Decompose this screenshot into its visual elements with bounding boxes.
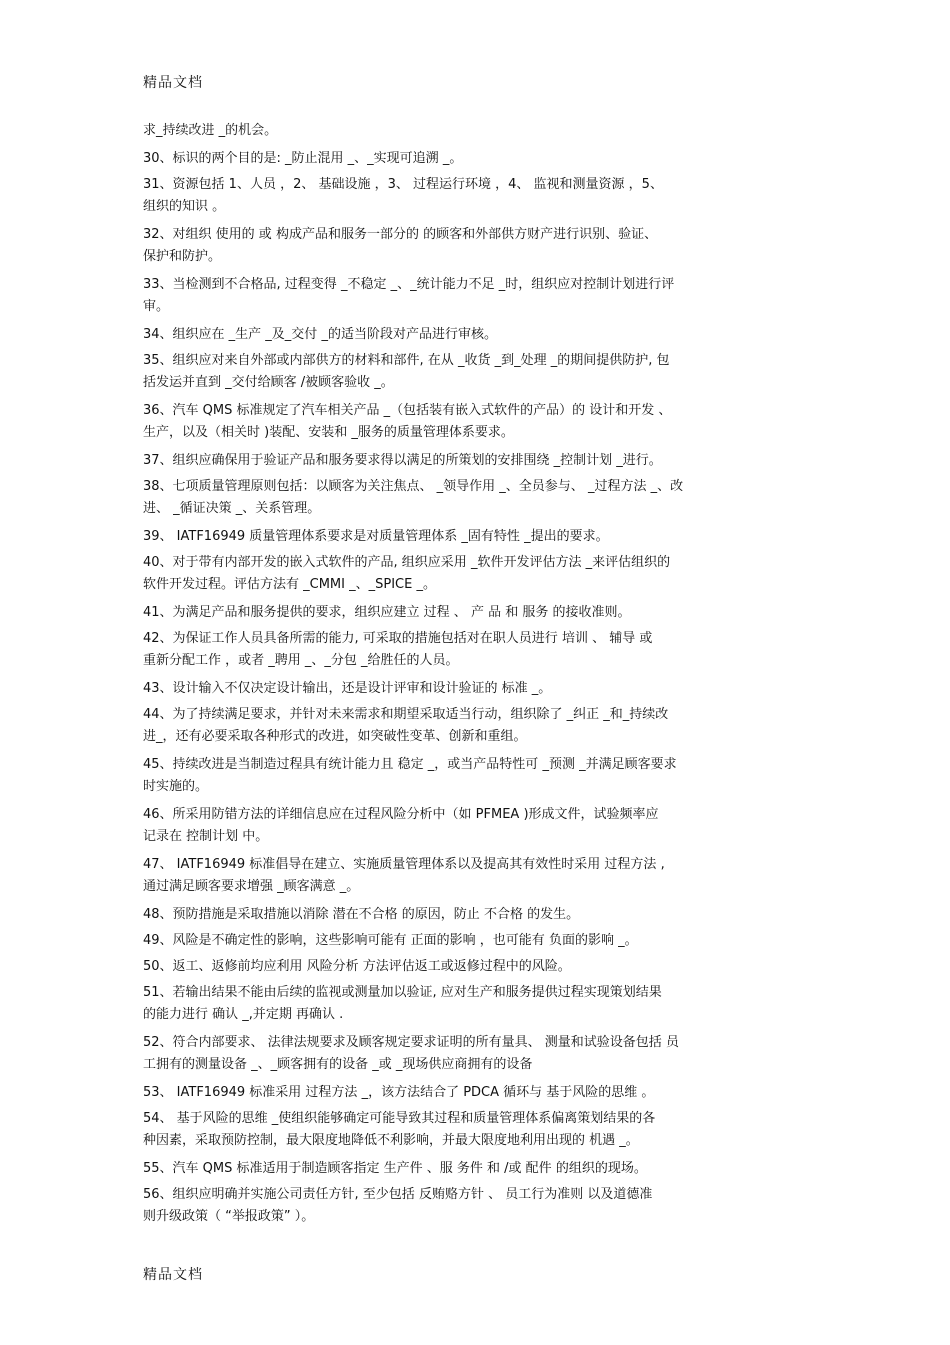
text-line: 39、 IATF16949 质量管理体系要求是对质量管理体系 _固有特性 _提出的要求。 <box>143 529 609 544</box>
text-line: 47、 IATF16949 标准倡导在建立、实施质量管理体系以及提高其有效性时采用 过程方法 , <box>143 857 665 872</box>
text-line: 工拥有的测量设备 _、_顾客拥有的设备 _或 _现场供应商拥有的设备 <box>143 1057 533 1072</box>
text-line: 36、汽车 QMS 标准规定了汽车相关产品 _（包括装有嵌入式软件的产品）的 设计和开发 、 <box>143 403 672 418</box>
text-line: 组织的知识 。 <box>143 199 226 214</box>
text-line: 30、标识的两个目的是: _防止混用 _、_实现可追溯 _。 <box>143 151 463 166</box>
text-line: 49、风险是不确定性的影响，这些影响可能有 正面的影响 ，也可能有 负面的影响 _。 <box>143 933 638 948</box>
text-line: 时实施的。 <box>143 779 209 794</box>
text-line: 的能力进行 确认 _,并定期 再确认 . <box>143 1007 344 1022</box>
text-line: 括发运并直到 _交付给顾客 /被顾客验收 _。 <box>143 375 394 390</box>
page-header: 精品文档 <box>143 75 203 91</box>
text-line: 51、若输出结果不能由后续的监视或测量加以验证, 应对生产和服务提供过程实现策划结果 <box>143 985 662 1000</box>
text-line: 35、组织应对来自外部或内部供方的材料和部件, 在从 _收货 _到_处理 _的期间提供防护, 包 <box>143 353 670 368</box>
text-line: 55、汽车 QMS 标准适用于制造顾客指定 生产件 、服 务件 和 /或 配件 的组织的现场。 <box>143 1161 647 1176</box>
text-line: 54、 基于风险的思维 _使组织能够确定可能导致其过程和质量管理体系偏离策划结果的各 <box>143 1111 656 1126</box>
text-line: 进、 _循证决策 _、关系管理。 <box>143 501 321 516</box>
text-line: 56、组织应明确并实施公司责任方针, 至少包括 反贿赂方针 、 员工行为准则 以及道德准 <box>143 1187 653 1202</box>
text-line: 34、组织应在 _生产 _及_交付 _的适当阶段对产品进行审核。 <box>143 327 497 342</box>
text-line: 52、符合内部要求、 法律法规要求及顾客规定要求证明的所有量具、 测量和试验设备包括 员 <box>143 1035 679 1050</box>
text-line: 31、资源包括 1、人员 ，2、 基础设施 ，3、 过程运行环境 ，4、 监视和测量资源 ，5、 <box>143 177 663 192</box>
text-line: 种因素，采取预防控制，最大限度地降低不利影响，并最大限度地利用出现的 机遇 _。 <box>143 1133 639 1148</box>
text-line: 42、为保证工作人员具备所需的能力, 可采取的措施包括对在职人员进行 培训 、 辅导 或 <box>143 631 653 646</box>
text-line: 48、预防措施是采取措施以消除 潜在不合格 的原因，防止 不合格 的发生。 <box>143 907 580 922</box>
text-line: 则升级政策（ “举报政策” ）。 <box>143 1209 315 1224</box>
text-line: 32、对组织 使用的 或 构成产品和服务一部分的 的顾客和外部供方财产进行识别、验证、 <box>143 227 658 242</box>
text-line: 53、 IATF16949 标准采用 过程方法 _，该方法结合了 PDCA 循环与 基于风险的思维 。 <box>143 1085 655 1100</box>
text-line: 保护和防护。 <box>143 249 222 264</box>
text-line: 40、对于带有内部开发的嵌入式软件的产品, 组织应采用 _软件开发评估方法 _来评估组织的 <box>143 555 671 570</box>
page-footer: 精品文档 <box>143 1267 203 1283</box>
text-line: 38、七项质量管理原则包括：以顾客为关注焦点、 _领导作用 _、全员参与、 _过程方法 _、改 <box>143 479 684 494</box>
text-line: 求_持续改进 _的机会。 <box>143 123 278 138</box>
text-line: 软件开发过程。评估方法有 _CMMI _、_SPICE _。 <box>143 577 436 592</box>
text-line: 37、组织应确保用于验证产品和服务要求得以满足的所策划的安排围绕 _控制计划 _进行。 <box>143 453 662 468</box>
text-line: 生产，以及（相关时 )装配、安装和 _服务的质量管理体系要求。 <box>143 425 514 440</box>
text-line: 重新分配工作 ，或者 _聘用 _、_分包 _给胜任的人员。 <box>143 653 459 668</box>
text-line: 记录在 控制计划 中。 <box>143 829 269 844</box>
text-line: 44、为了持续满足要求，并针对未来需求和期望采取适当行动，组织除了 _纠正 _和_持续改 <box>143 707 669 722</box>
text-line: 进_，还有必要采取各种形式的改进，如突破性变革、创新和重组。 <box>143 729 527 744</box>
text-line: 50、返工、返修前均应利用 风险分析 方法评估返工或返修过程中的风险。 <box>143 959 571 974</box>
text-line: 33、当检测到不合格品, 过程变得 _不稳定 _、_统计能力不足 _时，组织应对控制计划进行评 <box>143 277 675 292</box>
text-line: 46、所采用防错方法的详细信息应在过程风险分析中（如 PFMEA )形成文件，试验频率应 <box>143 807 659 822</box>
text-line: 45、持续改进是当制造过程具有统计能力且 稳定 _，或当产品特性可 _预测 _并满足顾客要求 <box>143 757 677 772</box>
text-line: 通过满足顾客要求增强 _顾客满意 _。 <box>143 879 360 894</box>
text-line: 43、设计输入不仅决定设计输出，还是设计评审和设计验证的 标准 _。 <box>143 681 552 696</box>
text-line: 审。 <box>143 299 170 314</box>
text-line: 41、为满足产品和服务提供的要求，组织应建立 过程 、 产 品 和 服务 的接收准则。 <box>143 605 631 620</box>
